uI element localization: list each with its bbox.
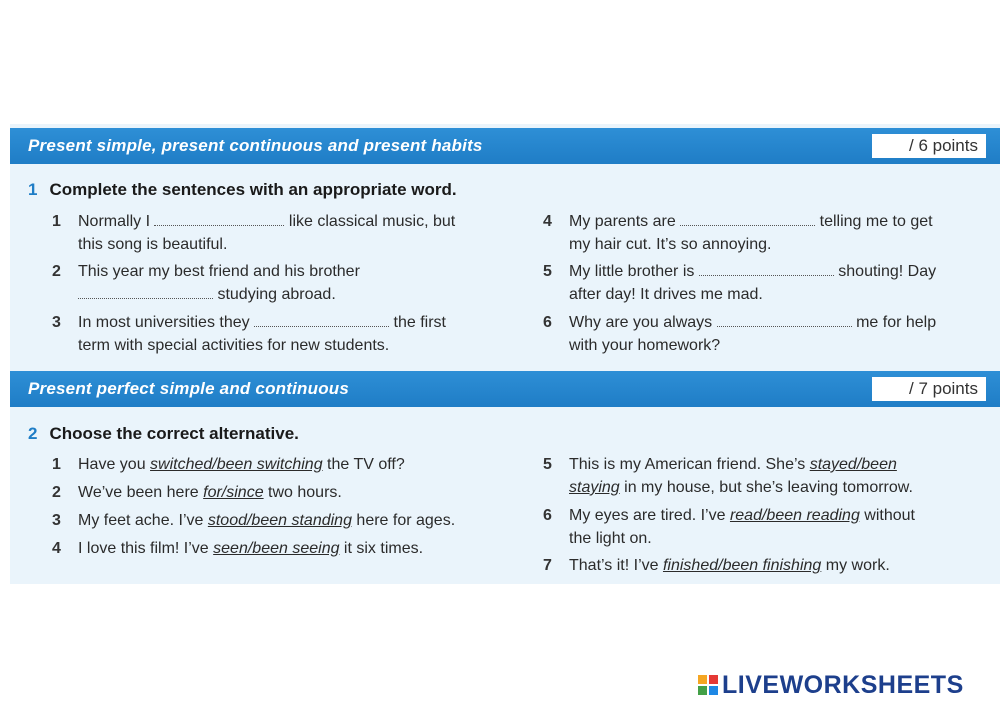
- alternative-choice[interactable]: read/been reading: [729, 507, 860, 524]
- s1-item-6: 6 Why are you always me for help with your homework?: [543, 314, 937, 354]
- s1-item-2: 2 This year my best friend and his brother studying abroad.: [52, 263, 360, 303]
- section1-instruction: 1 Complete the sentences with an appropriate word.: [28, 180, 457, 199]
- answer-blank[interactable]: [154, 211, 284, 226]
- s2-item-4: 4 I love this film! I’ve seen/been seeing it six times.: [52, 540, 424, 557]
- s2-item-2: 2 We’ve been here for/since two hours.: [52, 484, 342, 501]
- liveworksheets-logo: [698, 672, 964, 698]
- answer-blank[interactable]: [699, 261, 834, 276]
- alternative-choice[interactable]: stayed/been: [809, 456, 897, 473]
- logo-grid-icon: [698, 675, 718, 695]
- alternative-choice[interactable]: finished/been finishing: [662, 557, 822, 574]
- section1-header: [10, 128, 1000, 164]
- alternative-choice[interactable]: stood/been standing: [207, 512, 352, 529]
- s2-item-7: 7 That’s it! I’ve finished/been finishing my work.: [543, 557, 890, 574]
- section1-number: 1: [28, 180, 38, 199]
- section2-number: 2: [28, 424, 38, 443]
- section2-points: / 7 points: [872, 377, 986, 401]
- s2-item-6: 6 My eyes are tired. I’ve read/been reading without the light on.: [543, 507, 915, 547]
- section1-points: / 6 points: [872, 134, 986, 158]
- s2-item-3: 3 My feet ache. I’ve stood/been standing here for ages.: [52, 512, 456, 529]
- s1-item-5: 5 My little brother is shouting! Day after day! It drives me mad.: [543, 263, 937, 303]
- s2-item-5: 5 This is my American friend. She’s stayed/been staying in my house, but she’s leaving tomorrow.: [543, 456, 913, 496]
- alternative-choice-cont[interactable]: staying: [569, 479, 620, 496]
- s1-item-1: 1 Normally I like classical music, but this song is beautiful.: [52, 213, 456, 253]
- s2-item-1: 1 Have you switched/been switching the TV off?: [52, 456, 405, 473]
- s1-item-3: 3 In most universities they the first term with special activities for new students.: [52, 314, 446, 354]
- answer-blank[interactable]: [254, 312, 389, 327]
- alternative-choice[interactable]: for/since: [203, 484, 264, 501]
- answer-blank[interactable]: [680, 211, 815, 226]
- section2-instruction: 2 Choose the correct alternative.: [28, 424, 299, 443]
- s1-item-4: 4 My parents are telling me to get my hair cut. It’s so annoying.: [543, 213, 933, 253]
- alternative-choice[interactable]: switched/been switching: [150, 456, 323, 473]
- alternative-choice[interactable]: seen/been seeing: [213, 540, 340, 557]
- logo-text: LIVEWORKSHEETS: [722, 670, 964, 699]
- answer-blank[interactable]: [717, 312, 852, 327]
- section1-title: Present simple, present continuous and present habits: [28, 136, 483, 155]
- section2-header: [10, 371, 1000, 407]
- answer-blank[interactable]: [78, 284, 213, 299]
- section2-title: Present perfect simple and continuous: [28, 379, 350, 398]
